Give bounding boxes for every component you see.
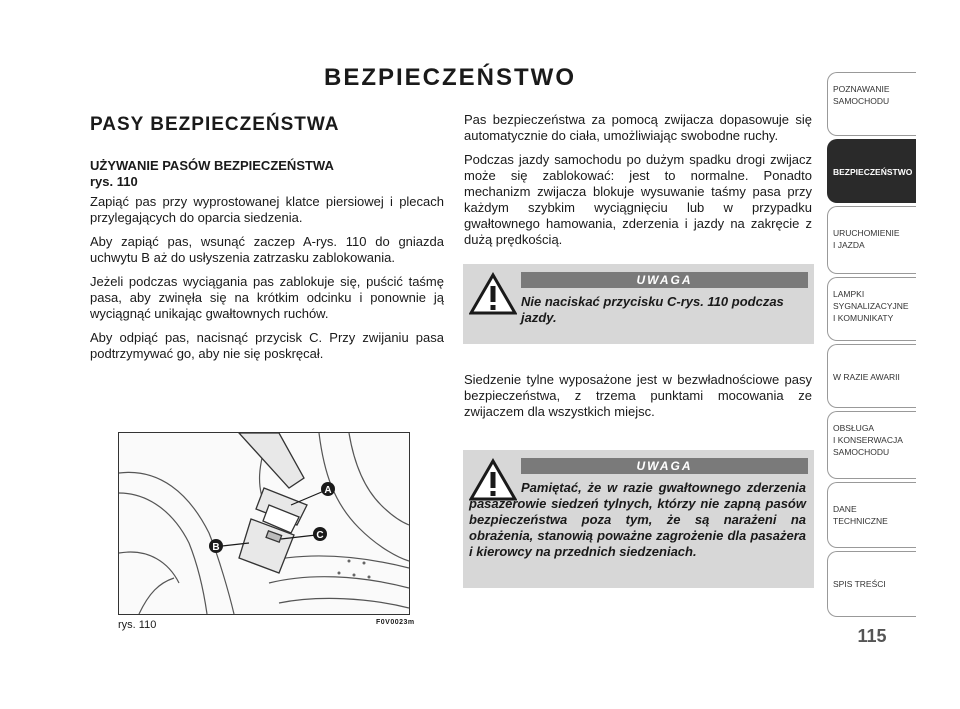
paragraph: Aby zapiąć pas, wsunąć zaczep A-rys. 110 do gniazda uchwytu B aż do usłyszenia zatrzasku zablokowania. bbox=[90, 234, 444, 265]
tab-label: OBSŁUGA bbox=[833, 423, 875, 433]
tab-label: SPIS TREŚCI bbox=[833, 579, 886, 589]
tab-lampki-sygnalizacyjne[interactable] bbox=[827, 277, 916, 341]
callout-b: B bbox=[212, 542, 220, 553]
callout-a: A bbox=[324, 485, 332, 496]
tab-label: BEZPIECZEŃSTWO bbox=[833, 167, 913, 177]
tab-label: W RAZIE AWARII bbox=[833, 372, 900, 382]
tab-label: DANE bbox=[833, 504, 857, 514]
paragraph: Jeżeli podczas wyciągania pas zablokuje się, puścić taśmę pasa, aby zwinęła się na krótkim odcinku i ponownie ją wyciągnąć unikając gwałtownych ruchów. bbox=[90, 274, 444, 321]
tab-label: SYGNALIZACYJNE bbox=[833, 301, 909, 311]
tab-label: POZNAWANIE bbox=[833, 84, 890, 94]
tab-label: SAMOCHODU bbox=[833, 447, 890, 457]
tab-spis-tresci[interactable] bbox=[827, 551, 916, 617]
right-body bbox=[464, 112, 812, 256]
seatbelt-illustration bbox=[119, 433, 409, 614]
tab-label: I KOMUNIKATY bbox=[833, 313, 894, 323]
tab-label: I KONSERWACJA bbox=[833, 435, 903, 445]
tab-bezpieczenstwo[interactable] bbox=[827, 139, 916, 203]
warning-label: UWAGA bbox=[521, 272, 808, 288]
paragraph: Siedzenie tylne wyposażone jest w bezwładnościowe pasy bezpieczeństwa, z trzema punktami mocowania ze zwijaczem dla wszystkich miejsc. bbox=[464, 372, 812, 419]
right-body-2 bbox=[464, 372, 812, 420]
paragraph: Pas bezpieczeństwa za pomocą zwijacza dopasowuje się automatycznie do ciała, umożliwiając swobodne ruchy. bbox=[464, 112, 812, 143]
page-number: 115 bbox=[857, 626, 887, 646]
tab-label: TECHNICZNE bbox=[833, 516, 888, 526]
paragraph: Zapiąć pas przy wyprostowanej klatce piersiowej i plecach przylegających do oparcia siedzenia. bbox=[90, 194, 444, 225]
warning-box bbox=[463, 264, 814, 344]
warning-box bbox=[463, 450, 814, 588]
paragraph: Podczas jazdy samochodu po dużym spadku drogi zwijacz może się zablokować: jest to normalne. Ponadto mechanizm zwijacza blokuje wysuwanie taśmy pasa przy każdym szybkim wyciągnięciu lub w przypadku gwałtownego hamowania, zderzenia i jazdy na zakręcie z dużą prędkością. bbox=[464, 152, 812, 247]
figure-code: F0V0023m bbox=[376, 619, 415, 626]
subsection-heading-line2: rys. 110 bbox=[90, 174, 138, 189]
tab-w-razie-awarii[interactable] bbox=[827, 344, 916, 408]
page-title: BEZPIECZEŃSTWO bbox=[323, 64, 576, 91]
tab-label: LAMPKI bbox=[833, 289, 865, 299]
warning-text-content: Pamiętać, że w razie gwałtownego zderzenia pasażerowie siedzeń tylnych, którzy nie zapną pasów bezpieczeństwa poza tym, że są narażeni na obrażenia, stanowią poważne zagrożenie dla pasażera i kierowcy na przednich siedzeniach. bbox=[469, 480, 806, 559]
tab-label: URUCHOMIENIE bbox=[833, 228, 900, 238]
warning-text: Nie naciskać przycisku C-rys. 110 podczas jazdy. bbox=[521, 294, 784, 325]
tab-label: I JAZDA bbox=[833, 240, 865, 250]
subsection-heading-line1: UŻYWANIE PASÓW BEZPIECZEŃSTWA bbox=[90, 158, 334, 173]
figure-caption: rys. 110 bbox=[118, 619, 157, 631]
callout-c: C bbox=[316, 530, 324, 541]
warning-text bbox=[469, 480, 806, 560]
tab-poznawanie-samochodu[interactable] bbox=[827, 72, 916, 136]
warning-label: UWAGA bbox=[521, 458, 808, 474]
tab-dane-techniczne[interactable] bbox=[827, 482, 916, 548]
paragraph: Aby odpiąć pas, nacisnąć przycisk C. Przy zwijaniu pasa podtrzymywać go, aby nie się poskręcał. bbox=[90, 330, 444, 361]
figure-seatbelt-buckle bbox=[118, 432, 410, 615]
section-title: PASY BEZPIECZEŃSTWA bbox=[90, 114, 340, 135]
warning-triangle-icon bbox=[469, 272, 517, 316]
subsection-heading bbox=[90, 158, 450, 190]
left-body bbox=[90, 194, 444, 370]
tab-label: SAMOCHODU bbox=[833, 96, 890, 106]
tab-uruchomienie-i-jazda[interactable] bbox=[827, 206, 916, 274]
tab-obsluga-i-konserwacja[interactable] bbox=[827, 411, 916, 479]
